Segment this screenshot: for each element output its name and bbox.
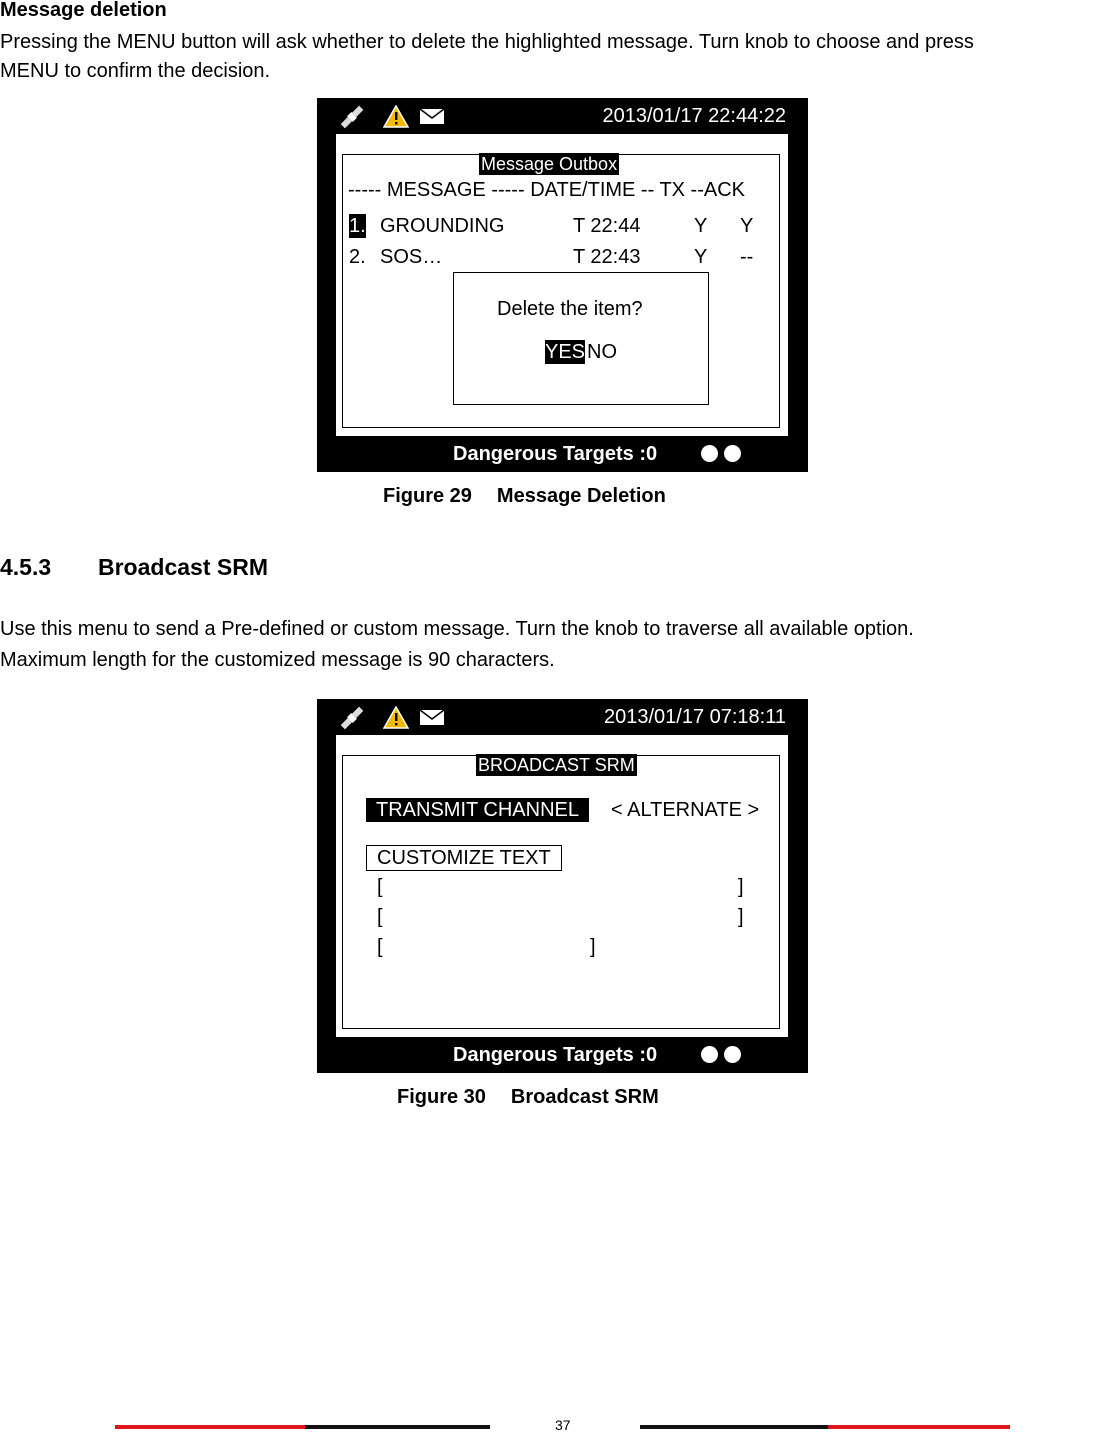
screen-title: Message Outbox xyxy=(481,154,618,174)
transmit-channel-option[interactable]: TRANSMIT CHANNEL xyxy=(366,798,589,822)
device-screen-broadcast-srm xyxy=(317,699,808,1073)
datetime: 2013/01/17 07:18:11 xyxy=(603,706,786,728)
transmit-channel-value[interactable]: < ALTERNATE > xyxy=(611,799,760,821)
status-led xyxy=(701,1046,718,1063)
footer-rule-black xyxy=(305,1425,490,1429)
row-ack: -- xyxy=(740,246,754,268)
broadcast-frame xyxy=(342,755,780,1029)
caption-number: Figure 29 xyxy=(383,485,472,507)
status-led xyxy=(724,445,741,462)
status-leds xyxy=(701,445,747,463)
device-screen-message-deletion xyxy=(317,98,808,472)
row-ack: Y xyxy=(740,215,754,237)
status-leds xyxy=(701,1046,747,1064)
paragraph-line: Pressing the MENU button will ask whether to delete the highlighted message. Turn knob to choose and press xyxy=(0,31,974,53)
row-number: 1. xyxy=(349,215,366,237)
envelope-icon xyxy=(419,709,445,726)
figure-caption xyxy=(383,482,666,510)
caption-number: Figure 30 xyxy=(397,1086,486,1108)
row-number: 2. xyxy=(349,246,366,268)
bracket-open: [ xyxy=(377,906,383,928)
bracket-close: ] xyxy=(738,906,744,928)
caption-text: Broadcast SRM xyxy=(510,1086,659,1108)
bracket-close: ] xyxy=(590,936,596,958)
page-number: 37 xyxy=(555,1417,571,1433)
row-message: GROUNDING xyxy=(380,215,505,237)
status-led xyxy=(701,445,718,462)
customize-text-option[interactable]: CUSTOMIZE TEXT xyxy=(366,845,562,871)
warning-icon xyxy=(383,706,409,729)
bracket-open: [ xyxy=(377,936,383,958)
status-led xyxy=(724,1046,741,1063)
delete-dialog xyxy=(453,272,709,405)
bracket-close: ] xyxy=(738,876,744,898)
datetime: 2013/01/17 22:44:22 xyxy=(602,105,786,127)
figure-caption xyxy=(397,1083,659,1111)
dialog-question: Delete the item? xyxy=(497,298,643,320)
caption-text: Message Deletion xyxy=(496,485,666,507)
dangerous-targets-status: Dangerous Targets :0 xyxy=(453,1044,658,1066)
footer-rule-black xyxy=(640,1425,828,1429)
section-number: 4.5.3 xyxy=(0,554,52,580)
screen-content xyxy=(336,735,788,1037)
satellite-icon xyxy=(337,102,367,132)
paragraph-line: MENU to confirm the decision. xyxy=(0,60,271,82)
row-tx: Y xyxy=(694,246,708,268)
row-tx: Y xyxy=(694,215,708,237)
bracket-open: [ xyxy=(377,876,383,898)
row-time: T 22:43 xyxy=(573,246,641,268)
warning-icon xyxy=(383,105,409,128)
footer-rule-red xyxy=(828,1425,1010,1429)
section-title: Broadcast SRM xyxy=(98,554,268,580)
row-message: SOS… xyxy=(380,246,443,268)
paragraph-line: Maximum length for the customized message is 90 characters. xyxy=(0,649,555,671)
screen-title: BROADCAST SRM xyxy=(478,755,635,775)
yes-option[interactable]: YES xyxy=(545,341,586,363)
screen-content xyxy=(336,134,788,436)
satellite-icon xyxy=(337,703,367,733)
row-time: T 22:44 xyxy=(573,215,641,237)
paragraph-line: Use this menu to send a Pre-defined or custom message. Turn the knob to traverse all available option. xyxy=(0,618,914,640)
list-header: ----- MESSAGE ----- DATE/TIME -- TX --ACK xyxy=(348,179,746,201)
envelope-icon xyxy=(419,108,445,125)
footer-rule-red xyxy=(115,1425,305,1429)
dangerous-targets-status: Dangerous Targets :0 xyxy=(453,443,658,465)
section-heading: Message deletion xyxy=(0,0,167,21)
no-option[interactable]: NO xyxy=(587,341,617,363)
